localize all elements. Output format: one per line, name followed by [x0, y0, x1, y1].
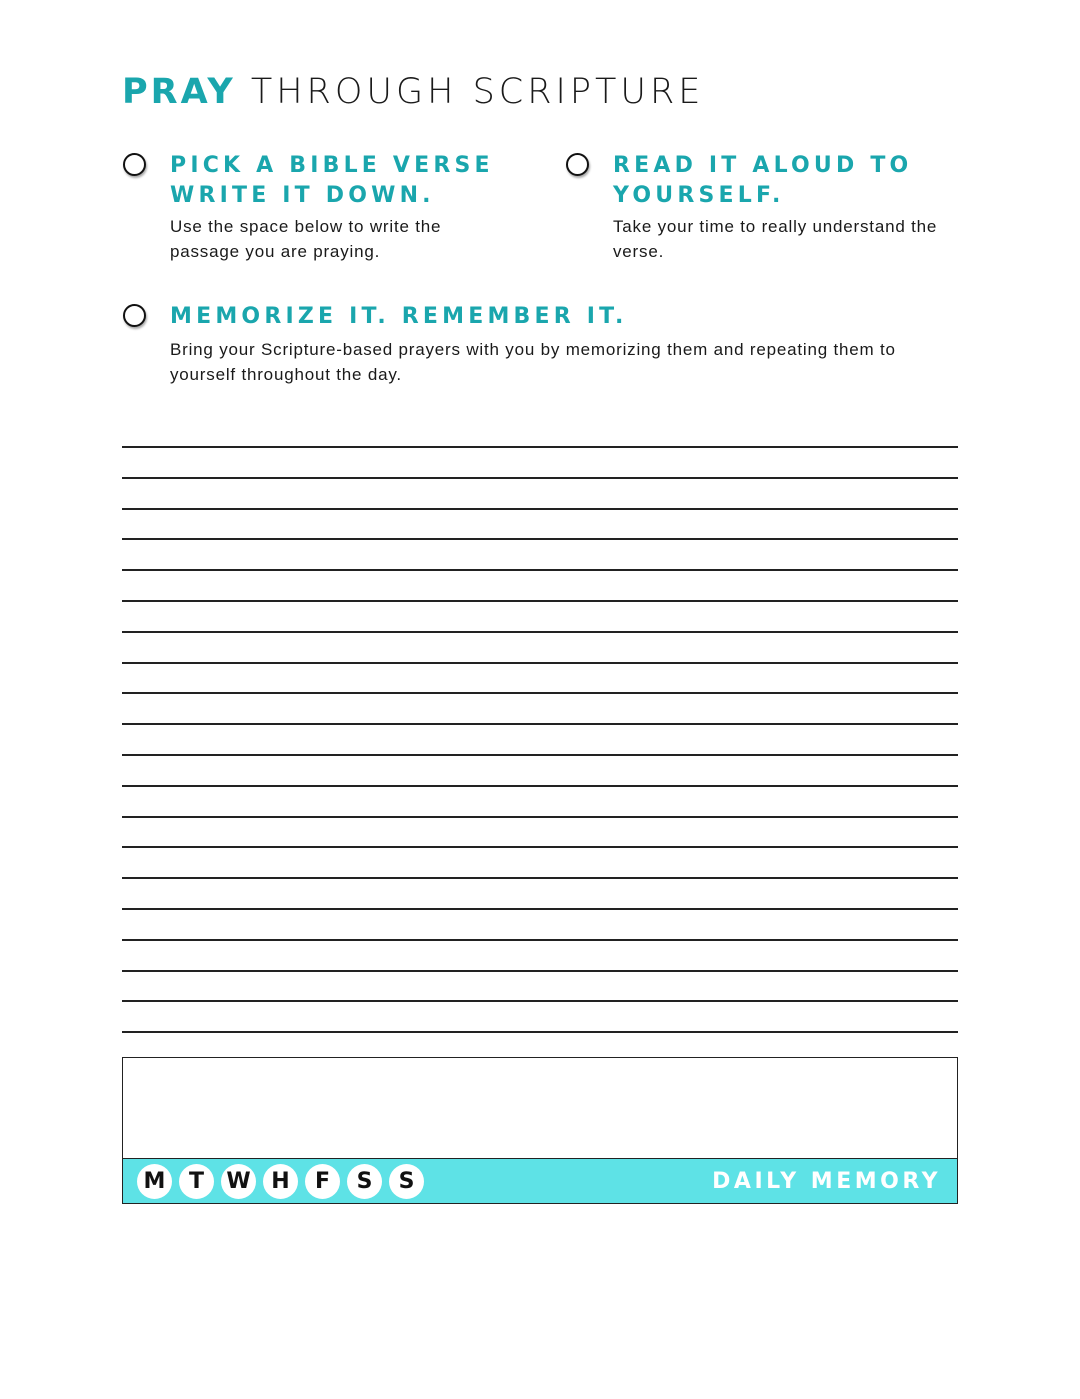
step-checkbox[interactable]: [123, 304, 146, 327]
day-circle-friday[interactable]: F: [305, 1164, 340, 1199]
daily-memory-bar: [123, 1158, 957, 1203]
day-circle-thursday[interactable]: H: [263, 1164, 298, 1199]
writing-line: [122, 477, 958, 479]
writing-line: [122, 754, 958, 756]
step-heading: PICK A BIBLE VERSE WRITE IT DOWN.: [170, 153, 494, 208]
writing-line: [122, 908, 958, 910]
writing-line: [122, 785, 958, 787]
daily-memory-input[interactable]: [123, 1058, 957, 1158]
title-accent: PRAY: [122, 72, 236, 112]
writing-line: [122, 508, 958, 510]
daily-memory-box: [122, 1057, 958, 1204]
day-circle-sunday[interactable]: S: [389, 1164, 424, 1199]
writing-line: [122, 970, 958, 972]
title-rest: THROUGH SCRIPTURE: [250, 72, 705, 112]
day-circle-saturday[interactable]: S: [347, 1164, 382, 1199]
writing-line: [122, 1031, 958, 1033]
step-description: Bring your Scripture-based prayers with you by memorizing them and repeating them to yourself throughout the day.: [170, 340, 896, 384]
writing-line: [122, 538, 958, 540]
page-title: [122, 70, 704, 114]
writing-line: [122, 662, 958, 664]
writing-line: [122, 877, 958, 879]
step-description: Use the space below to write the passage you are praying.: [170, 217, 442, 261]
writing-line: [122, 446, 958, 448]
writing-line: [122, 1000, 958, 1002]
step-heading: READ IT ALOUD TO YOURSELF.: [613, 153, 913, 208]
day-circle-monday[interactable]: M: [137, 1164, 172, 1199]
daily-memory-label: DAILY MEMORY: [712, 1169, 941, 1194]
writing-line: [122, 631, 958, 633]
writing-line: [122, 569, 958, 571]
writing-lines[interactable]: [122, 446, 958, 1036]
day-circle-tuesday[interactable]: T: [179, 1164, 214, 1199]
writing-line: [122, 846, 958, 848]
writing-line: [122, 939, 958, 941]
writing-line: [122, 600, 958, 602]
step-heading: MEMORIZE IT. REMEMBER IT.: [170, 304, 628, 329]
writing-line: [122, 816, 958, 818]
step-checkbox[interactable]: [123, 153, 146, 176]
writing-line: [122, 692, 958, 694]
step-checkbox[interactable]: [566, 153, 589, 176]
writing-line: [122, 723, 958, 725]
step-description: Take your time to really understand the verse.: [613, 217, 938, 261]
day-circle-wednesday[interactable]: W: [221, 1164, 256, 1199]
